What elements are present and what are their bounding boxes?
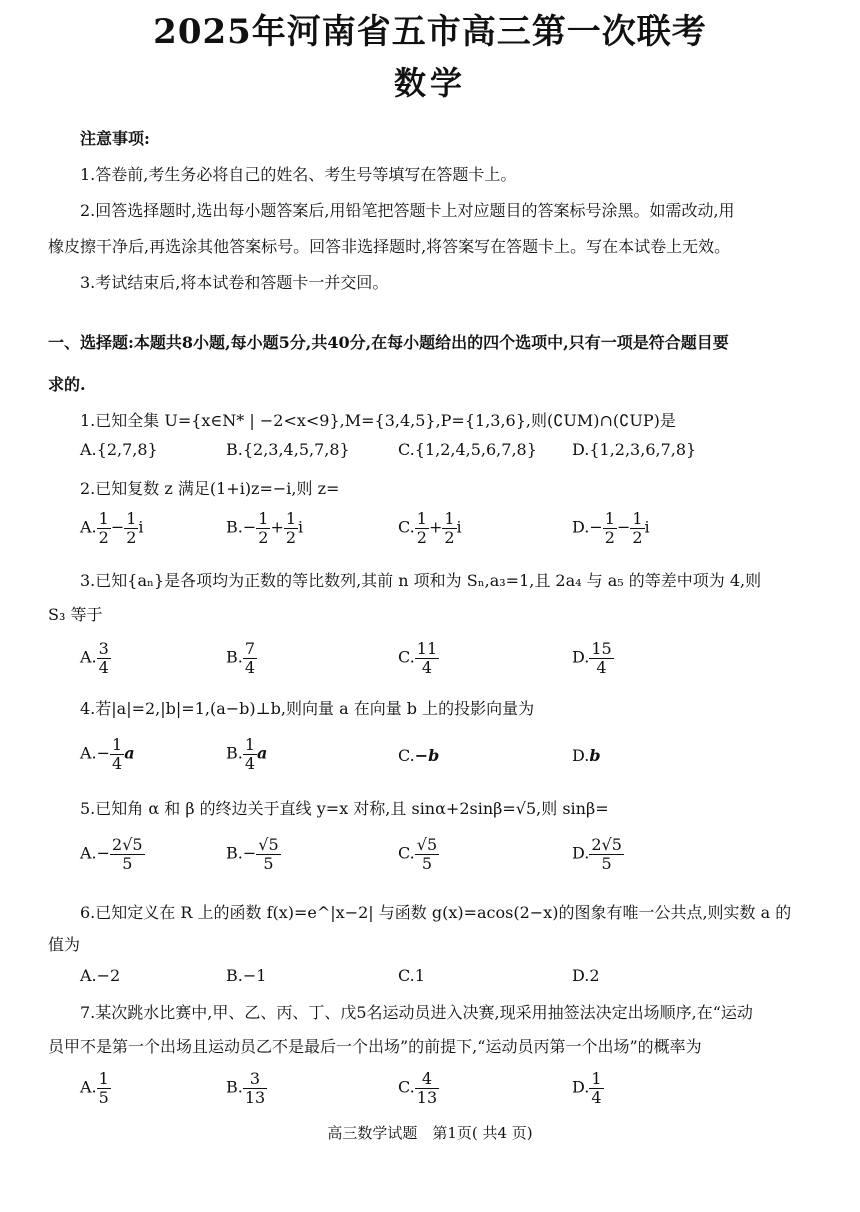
question-3-stem-cont: S₃ 等于 [48, 605, 103, 624]
q3-c-label: C. [398, 647, 415, 667]
q4-option-c [398, 746, 439, 765]
question-7-stem-cont: 员甲不是第一个出场且运动员乙不是最后一个出场”的前提下,“运动员丙第一个出场”的概率为 [48, 1037, 702, 1056]
q7-b-frac [243, 1070, 267, 1106]
q2-c-den2: 2 [444, 527, 455, 547]
q7-b-num: 3 [243, 1070, 267, 1089]
q4-option-b [226, 736, 267, 772]
q2-d-mid: − [616, 517, 631, 537]
question-2-stem: 2.已知复数 z 满足(1+i)z=−i,则 z= [80, 479, 340, 498]
q5-option-a [80, 836, 145, 872]
q3-c-num: 11 [416, 639, 438, 658]
q2-a-label: A. [80, 517, 97, 537]
q7-option-a [80, 1070, 111, 1106]
q5-a-label: A. [80, 843, 97, 863]
note-2-cont: 橡皮擦干净后,再选涂其他答案标号。回答非选择题时,将答案写在答题卡上。写在本试卷上无效。 [48, 237, 731, 256]
q2-c-post: i [456, 517, 462, 537]
question-4-stem: 4.若|a|=2,|b|=1,(a−b)⊥b,则向量 a 在向量 b 上的投影向量为 [80, 699, 535, 718]
q2-c-num2: 1 [444, 509, 455, 528]
q5-b-label: B. [226, 843, 243, 863]
q5-b-frac [256, 836, 280, 872]
q4-option-a [80, 736, 135, 772]
notes-heading: 注意事项: [80, 129, 150, 148]
q3-c-frac [415, 640, 439, 676]
q7-a-den: 5 [98, 1087, 109, 1107]
q3-b-frac [243, 640, 257, 676]
q5-b-den: 5 [263, 853, 274, 873]
q2-c-den1: 2 [416, 527, 427, 547]
q2-option-b [226, 510, 303, 546]
q2-option-c [398, 510, 462, 546]
q3-b-den: 4 [244, 657, 256, 677]
q3-option-d [572, 640, 614, 676]
q3-option-b [226, 640, 257, 676]
q3-option-a [80, 640, 111, 676]
q5-option-c [398, 836, 439, 872]
q4-a-pre: − [96, 743, 111, 763]
q4-a-label: A. [80, 743, 97, 763]
q5-b-num: √5 [258, 835, 279, 854]
q1-option-c: C.{1,2,4,5,6,7,8} [398, 440, 537, 459]
question-6-stem: 6.已知定义在 R 上的函数 f(x)=e^|x−2| 与函数 g(x)=acos(2−x)的图象有唯一公共点,则实数 a 的 [80, 903, 792, 922]
q4-b-label: B. [226, 743, 243, 763]
q7-option-c [398, 1070, 439, 1106]
q7-option-d [572, 1070, 604, 1106]
q4-a-post: a [124, 743, 135, 763]
q2-b-num2: 1 [285, 509, 297, 528]
q3-option-c [398, 640, 439, 676]
q2-b-mid: + [270, 517, 284, 537]
q2-c-mid: + [428, 517, 443, 537]
q3-c-den: 4 [421, 657, 433, 677]
question-3-stem: 3.已知{aₙ}是各项均为正数的等比数列,其前 n 项和为 Sₙ,a₃=1,且 2a₄ 与 a₅ 的等差中项为 4,则 [80, 571, 762, 590]
q4-b-den: 4 [244, 753, 256, 773]
note-1: 1.答卷前,考生务必将自己的姓名、考生号等填写在答题卡上。 [80, 165, 517, 184]
q7-d-frac [589, 1070, 603, 1106]
q4-b-post: a [257, 743, 268, 763]
q2-a-den2: 2 [126, 527, 137, 547]
q4-a-num: 1 [112, 735, 123, 754]
q5-d-num: 2√5 [591, 835, 622, 854]
q4-d-text: b [589, 746, 601, 765]
q7-a-label: A. [80, 1077, 97, 1097]
q2-a-den1: 2 [98, 527, 109, 547]
q3-b-label: B. [226, 647, 243, 667]
q2-d-post: i [644, 517, 650, 537]
q2-c-num1: 1 [416, 509, 427, 528]
section-heading: 一、选择题:本题共8小题,每小题5分,共40分,在每小题给出的四个选项中,只有一项是符合题目要 [48, 333, 729, 352]
q7-d-num: 1 [591, 1069, 602, 1088]
q5-a-pre: − [96, 843, 111, 863]
q2-b-pre: − [242, 517, 257, 537]
q4-c-text: −b [414, 746, 440, 765]
q3-d-label: D. [572, 647, 590, 667]
q3-a-num: 3 [98, 639, 109, 658]
page-footer: 高三数学试题 第1页( 共4 页) [327, 1124, 533, 1142]
q1-option-d: D.{1,2,3,6,7,8} [572, 440, 697, 459]
q2-b-num1: 1 [258, 509, 269, 528]
q5-option-d [572, 836, 624, 872]
q5-c-frac [415, 836, 439, 872]
q7-c-den: 13 [416, 1087, 438, 1107]
q5-a-frac [110, 836, 145, 872]
q6-option-a: A.−2 [80, 966, 121, 985]
q2-a-num2: 1 [126, 509, 137, 528]
q2-d-num2: 1 [632, 509, 643, 528]
q4-option-d [572, 746, 601, 765]
q6-option-b: B.−1 [226, 966, 267, 985]
q2-b-den1: 2 [258, 527, 269, 547]
q2-c-frac1 [415, 510, 429, 546]
q2-b-post: i [298, 517, 304, 537]
note-2: 2.回答选择题时,选出每小题答案后,用铅笔把答题卡上对应题目的答案标号涂黑。如需改动,用 [80, 201, 735, 220]
question-7-stem: 7.某次跳水比赛中,甲、乙、丙、丁、戊5名运动员进入决赛,现采用抽签法决定出场顺序,在“运动 [80, 1003, 753, 1022]
q4-a-den: 4 [112, 753, 123, 773]
q3-d-den: 4 [596, 657, 607, 677]
q2-a-num1: 1 [98, 509, 109, 528]
q1-option-b: B.{2,3,4,5,7,8} [226, 440, 350, 459]
exam-title: 2025年河南省五市高三第一次联考 [153, 12, 707, 52]
q3-d-frac [589, 640, 613, 676]
q7-c-frac [415, 1070, 439, 1106]
q3-a-den: 4 [98, 657, 109, 677]
section-heading-cont: 求的. [48, 375, 86, 394]
q2-b-frac1 [256, 510, 270, 546]
q5-d-frac [589, 836, 624, 872]
question-5-stem: 5.已知角 α 和 β 的终边关于直线 y=x 对称,且 sinα+2sinβ=√5,则 sinβ= [80, 799, 609, 818]
q5-a-num: 2√5 [112, 835, 143, 854]
q7-a-num: 1 [98, 1069, 109, 1088]
question-1-stem: 1.已知全集 U={x∈N* | −2<x<9},M={3,4,5},P={1,3,6},则(∁UM)∩(∁UP)是 [80, 411, 676, 430]
q4-b-frac [243, 736, 257, 772]
q5-b-pre: − [242, 843, 257, 863]
q2-d-num1: 1 [604, 509, 615, 528]
q5-d-label: D. [572, 843, 590, 863]
q7-d-den: 4 [591, 1087, 602, 1107]
q2-b-den2: 2 [285, 527, 297, 547]
q7-a-frac [97, 1070, 111, 1106]
question-6-stem-cont: 值为 [48, 935, 81, 954]
q7-c-label: C. [398, 1077, 415, 1097]
q5-c-label: C. [398, 843, 415, 863]
q7-c-num: 4 [415, 1070, 439, 1089]
q5-c-den: 5 [421, 853, 433, 873]
q4-c-label: C. [398, 746, 415, 765]
q5-d-den: 5 [601, 853, 612, 873]
q3-d-num: 15 [591, 639, 612, 658]
q2-a-post: i [138, 517, 144, 537]
q7-d-label: D. [572, 1077, 590, 1097]
q6-option-c: C.1 [398, 966, 425, 985]
q3-a-frac [97, 640, 111, 676]
subject-title: 数学 [393, 64, 466, 102]
q2-d-den2: 2 [632, 527, 643, 547]
note-3: 3.考试结束后,将本试卷和答题卡一并交回。 [80, 273, 389, 292]
q2-d-den1: 2 [604, 527, 615, 547]
q2-a-frac2 [124, 510, 138, 546]
q2-d-pre: − [589, 517, 603, 537]
q5-option-b [226, 836, 281, 872]
q4-b-num: 1 [244, 735, 256, 754]
q2-option-a [80, 510, 144, 546]
q2-option-d [572, 510, 650, 546]
q3-a-label: A. [80, 647, 97, 667]
q5-c-num: √5 [416, 835, 438, 854]
q2-b-frac2 [284, 510, 298, 546]
q2-c-frac2 [442, 510, 456, 546]
q7-option-b [226, 1070, 267, 1106]
q3-b-num: 7 [244, 639, 256, 658]
q2-a-frac1 [97, 510, 111, 546]
q2-a-mid: − [110, 517, 125, 537]
q4-a-frac [110, 736, 124, 772]
q2-d-frac2 [630, 510, 644, 546]
q6-option-d: D.2 [572, 966, 600, 985]
q5-a-den: 5 [122, 853, 133, 873]
q7-b-label: B. [226, 1077, 243, 1097]
q1-option-a: A.{2,7,8} [80, 440, 158, 459]
q4-d-label: D. [572, 746, 590, 765]
q2-d-frac1 [603, 510, 617, 546]
q2-d-label: D. [572, 517, 590, 537]
q2-c-label: C. [398, 517, 415, 537]
q7-b-den: 13 [244, 1087, 266, 1107]
q2-b-label: B. [226, 517, 243, 537]
